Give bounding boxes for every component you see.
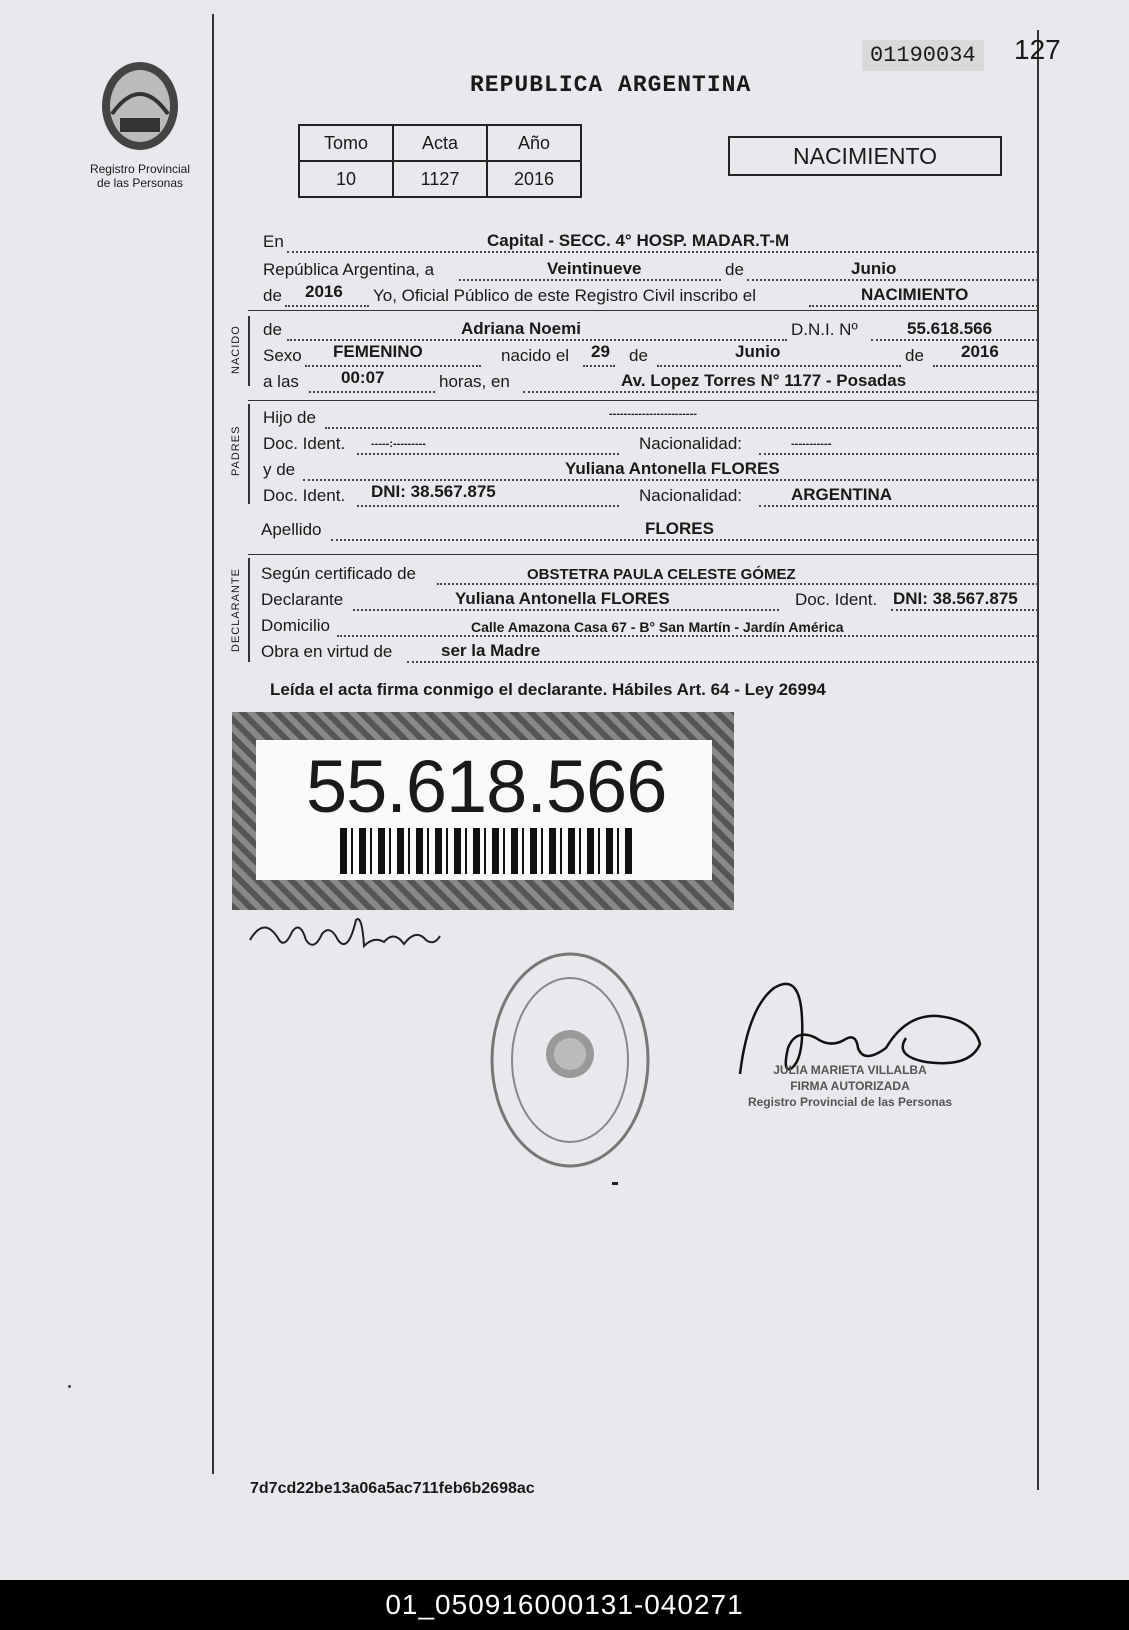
divider [248, 400, 1038, 401]
table-value-ano: 2016 [487, 161, 581, 197]
obra-value: ser la Madre [441, 641, 541, 660]
field-row-hora [261, 370, 1038, 396]
field-row-declarante [261, 588, 1038, 614]
apellido-label: Apellido [261, 520, 322, 539]
registration-sticker [232, 712, 734, 910]
apellido-value: FLORES [645, 519, 714, 538]
section-label-padres: PADRES [230, 425, 242, 476]
authority-office: Registro Provincial de las Personas [747, 1095, 953, 1109]
field-row-apellido [261, 518, 1038, 544]
authority-block [730, 1062, 970, 1110]
nombre-label: de [263, 320, 282, 339]
province-logo [90, 54, 190, 159]
nacido-de1: de [629, 346, 648, 365]
table-value-tomo: 10 [299, 161, 393, 197]
section-rule-nacido [248, 316, 250, 386]
dom-label: Domicilio [261, 616, 330, 635]
left-margin-line [212, 14, 214, 1474]
horas-label: horas, en [439, 372, 510, 391]
field-row-en [261, 230, 1038, 256]
sexo-value: FEMENINO [333, 342, 423, 361]
closing-statement: Leída el acta firma conmigo el declarante. Hábiles Art. 64 - Ley 26994 [270, 680, 826, 699]
table-header-tomo: Tomo [299, 125, 393, 161]
decl-value: Yuliana Antonella FLORES [455, 589, 670, 608]
field-row-cert [261, 562, 1038, 588]
lugar-value: Av. Lopez Torres N° 1177 - Posadas [621, 371, 907, 390]
doc2-value: DNI: 38.567.875 [371, 482, 496, 501]
obra-label: Obra en virtud de [261, 642, 393, 661]
section-rule-declarante [248, 558, 250, 662]
dash-mark [612, 1182, 618, 1185]
madre-value: Yuliana Antonella FLORES [565, 459, 780, 478]
hijo-label: Hijo de [263, 408, 316, 427]
field-row-oficial [261, 284, 1038, 310]
barcode [340, 828, 636, 874]
alas-label: a las [263, 372, 299, 391]
republica-label: República Argentina, a [263, 260, 435, 279]
republica-month: Junio [851, 259, 897, 278]
en-label: En [263, 232, 284, 251]
nacido-label: nacido el [501, 346, 570, 365]
section-rule-padres [248, 404, 250, 504]
oficial-text: Yo, Oficial Público de este Registro Civil inscribo el [373, 286, 756, 305]
yde-label: y de [263, 460, 296, 479]
serial-number: 01190034 [862, 40, 984, 71]
field-row-hijo [261, 406, 1038, 432]
authority-role: FIRMA AUTORIZADA [790, 1079, 910, 1093]
record-table [298, 124, 582, 198]
document-title: REPUBLICA ARGENTINA [470, 72, 752, 98]
authority-name: JULIA MARIETA VILLALBA [773, 1063, 927, 1077]
field-row-doc1 [261, 432, 1038, 458]
page-number: 127 [1014, 34, 1061, 65]
year-value: 2016 [305, 282, 343, 301]
sexo-label: Sexo [263, 346, 302, 365]
decl-label: Declarante [261, 590, 344, 609]
record-type-box: NACIMIENTO [728, 136, 1002, 176]
nacido-de2: de [905, 346, 924, 365]
field-row-doc2 [261, 484, 1038, 510]
official-seal [488, 950, 652, 1175]
cert-label: Según certificado de [261, 564, 416, 583]
nac1-label: Nacionalidad: [639, 434, 743, 453]
field-row-republica [261, 258, 1038, 284]
nac1-value: ----------- [791, 438, 832, 450]
doc2-label: Doc. Ident. [263, 486, 346, 505]
table-header-acta: Acta [393, 125, 487, 161]
nacido-day: 29 [591, 342, 610, 361]
divider [248, 310, 1038, 311]
field-row-domicilio [261, 614, 1038, 640]
doc1-label: Doc. Ident. [263, 434, 346, 453]
footer-code: 01_050916000131-040271 [385, 1589, 744, 1620]
inscribo-value: NACIMIENTO [861, 285, 969, 304]
table-header-ano: Año [487, 125, 581, 161]
section-label-nacido: NACIDO [230, 325, 242, 374]
nacido-month: Junio [735, 342, 781, 361]
section-label-declarante: DECLARANTE [230, 568, 242, 652]
field-row-madre [261, 458, 1038, 484]
republica-day: Veintinueve [547, 259, 642, 278]
cert-value: OBSTETRA PAULA CELESTE GÓMEZ [527, 566, 796, 583]
dni-value: 55.618.566 [907, 319, 993, 338]
sticker-number: 55.618.566 [306, 745, 667, 828]
en-value: Capital - SECC. 4° HOSP. MADAR.T-M [487, 231, 790, 250]
speck [68, 1385, 71, 1388]
dom-value: Calle Amazona Casa 67 - B° San Martín - Jardín América [471, 619, 844, 635]
decl-doc-value: DNI: 38.567.875 [893, 589, 1018, 608]
decl-doc-label: Doc. Ident. [795, 590, 878, 609]
dni-label: D.N.I. Nº [791, 320, 858, 339]
field-row-sexo [261, 344, 1038, 370]
nac2-label: Nacionalidad: [639, 486, 743, 505]
nacido-year: 2016 [961, 342, 999, 361]
footer-bar [0, 1580, 1129, 1630]
declarant-signature [244, 910, 444, 965]
registry-label: Registro Provincial de las Personas [89, 162, 191, 190]
field-row-nombre [261, 318, 1038, 344]
nombre-value: Adriana Noemi [461, 319, 581, 338]
table-value-acta: 1127 [393, 161, 487, 197]
divider [248, 554, 1038, 555]
document-hash: 7d7cd22be13a06a5ac711feb6b2698ac [250, 1480, 535, 1497]
year-prefix: de [263, 286, 282, 305]
hijo-value: ------------------------ [609, 408, 697, 420]
republica-de-label: de [725, 260, 744, 279]
doc1-value: -----:--------- [371, 438, 426, 450]
field-row-obra [261, 640, 1038, 666]
hora-value: 00:07 [341, 368, 385, 387]
nac2-value: ARGENTINA [791, 485, 893, 504]
